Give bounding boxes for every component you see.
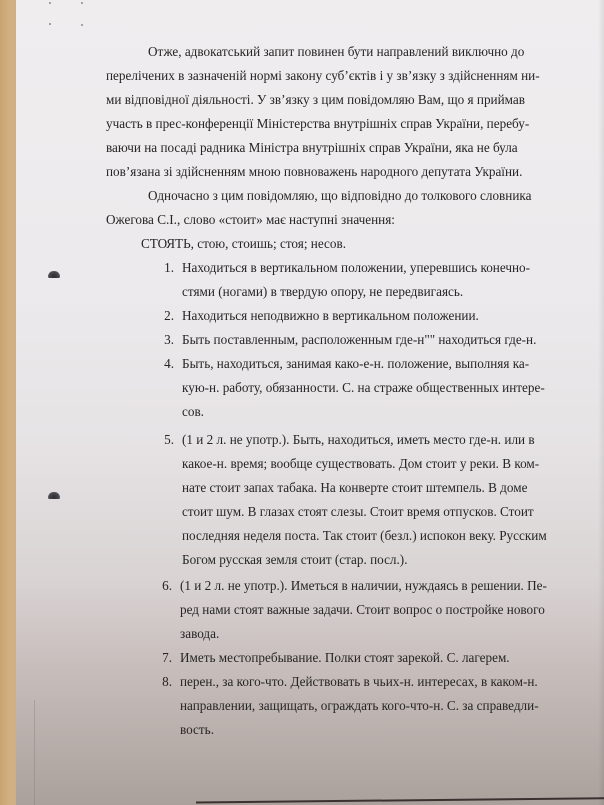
text-line: завода. <box>180 626 220 641</box>
text-line: какое-н. время; вообще существовать. Дом стоит у реки. В ком- <box>182 456 540 471</box>
document-page <box>16 0 604 805</box>
text-line: участь в прес-конференції Міністерства внутрішніх справ України, перебу- <box>106 116 530 131</box>
text-line: направлении, защищать, ограждать кого-что-н. С. за справедли- <box>180 698 539 713</box>
list-number: 1. <box>164 260 174 275</box>
text-line: пов’язана зі здійсненням мною повноважень народного депутата України. <box>106 164 523 179</box>
text-line: Быть поставленным, расположенным где-н"" находиться где-н. <box>182 332 537 347</box>
text-line: ми відповідної діяльності. У зв’язку з цим повідомляю Вам, що я приймав <box>106 92 525 107</box>
list-number: 2. <box>164 308 174 323</box>
text-line: Иметь местопребывание. Полки стоят зарекой. С. лагерем. <box>180 650 510 665</box>
text-line: (1 и 2 л. не употр.). Быть, находиться, иметь место где-н. или в <box>182 432 535 447</box>
text-line: ваючи на посаді радника Міністра внутрішніх справ України, яка не була <box>106 140 518 155</box>
text-line: Быть, находиться, занимая како-е-н. положение, выполняя ка- <box>182 356 530 371</box>
text-line: стоит шум. В глазах стоят слезы. Стоит время отпусков. Стоит <box>182 504 534 519</box>
text-line: Ожегова С.І., слово «стоит» має наступні значення: <box>106 212 395 227</box>
list-number: 7. <box>162 650 172 665</box>
text-line: перелічених в зазначеній нормі закону суб’єктів і у зв’язку з здійсненням ни- <box>106 68 540 83</box>
dictionary-headword: СТОЯТЬ, стою, стоишь; стоя; несов. <box>141 236 346 251</box>
text-line: последняя неделя поста. Так стоит (безл.) испокон веку. Русским <box>182 528 547 543</box>
text-line: стями (ногами) в твердую опору, не передвигаясь. <box>182 284 464 299</box>
text-line: (1 и 2 л. не употр.). Иметься в наличии, нуждаясь в решении. Пе- <box>180 578 547 593</box>
text-line: Одночасно з цим повідомляю, що відповідно до толкового словника <box>148 188 532 203</box>
list-number: 6. <box>162 578 172 593</box>
text-line: ред нами стоят важные задачи. Стоит вопрос о постройке нового <box>180 602 545 617</box>
text-line: вость. <box>180 722 214 737</box>
list-number: 5. <box>164 432 174 447</box>
desk-background <box>0 0 16 805</box>
text-line: Находиться неподвижно в вертикальном положении. <box>182 308 479 323</box>
text-line: Отже, адвокатський запит повинен бути направлений виключно до <box>148 44 525 59</box>
text-line: нате стоит запах табака. На конверте стоит штемпель. В доме <box>182 480 528 495</box>
text-line: кую-н. работу, обязанности. С. на страже общественных интере- <box>182 380 545 395</box>
list-number: 4. <box>164 356 174 371</box>
list-number: 8. <box>162 674 172 689</box>
text-line: Находиться в вертикальном положении, уперевшись конечно- <box>182 260 531 275</box>
list-number: 3. <box>164 332 174 347</box>
text-line: перен., за кого-что. Действовать в чьих-н. интересах, в каком-н. <box>180 674 538 689</box>
text-line: Богом русская земля стоит (стар. посл.). <box>182 552 408 567</box>
document-text <box>16 0 604 805</box>
text-line: сов. <box>182 404 204 419</box>
